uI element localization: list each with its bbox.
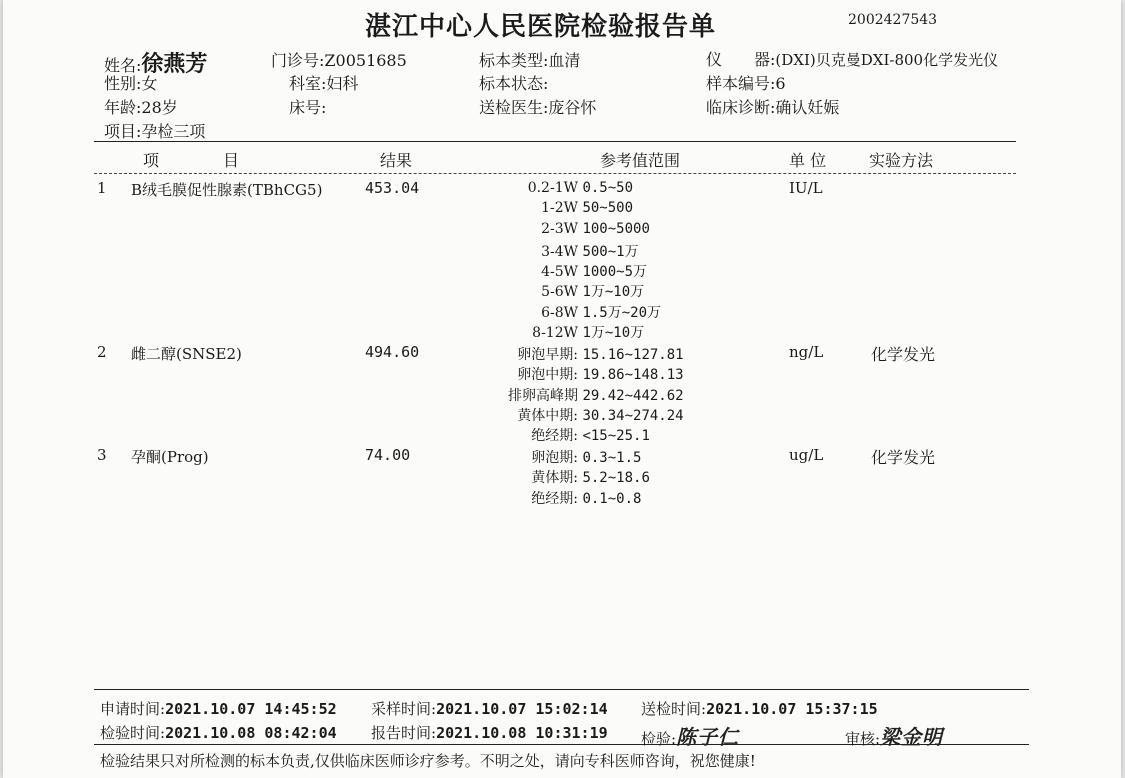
- reference-range-line: 1-2W 50~500: [541, 200, 634, 217]
- reference-range-line: 0.2-1W 0.5~50: [527, 180, 634, 196]
- test-time-field: [100, 722, 337, 743]
- header-result: 结果: [380, 151, 413, 170]
- sample-no: 6: [775, 74, 786, 93]
- apply-time-field: [100, 698, 337, 719]
- reference-range-line: 2-3W 100~5000: [541, 220, 650, 237]
- patient-name-label: 姓名:: [104, 56, 142, 75]
- doctor: 庞谷怀: [548, 98, 597, 117]
- reference-range-line: 绝经期: 0.1~0.8: [531, 490, 642, 507]
- patient-age: 28岁: [141, 98, 178, 117]
- outpatient-no-field: [271, 48, 407, 71]
- department-field: [289, 71, 358, 94]
- report-time-label: 报告时间:: [371, 724, 437, 742]
- row-number: 3: [97, 446, 107, 464]
- diagnosis: 确认妊娠: [775, 98, 840, 117]
- reference-range-line: 4-5W 1000~5万: [541, 264, 648, 281]
- bed-label: 床号:: [289, 98, 327, 117]
- sample-no-field: [706, 71, 786, 94]
- test-unit: ug/L: [789, 446, 824, 464]
- patient-gender-field: [104, 71, 157, 94]
- sample-no-label: 样本编号:: [706, 74, 776, 93]
- reviewer-signature: 梁金明: [880, 725, 944, 749]
- report-time: 2021.10.08 10:31:19: [436, 724, 608, 742]
- project-field: [104, 119, 205, 142]
- reference-range-line: 卵泡期: 0.3~1.5: [531, 450, 642, 466]
- patient-name: 徐燕芳: [141, 52, 208, 77]
- send-time-field: [641, 698, 878, 719]
- reference-range-line: 黄体期: 5.2~18.6: [531, 470, 650, 487]
- apply-time-label: 申请时间:: [100, 700, 166, 718]
- reference-range-line: 排卵高峰期 29.42~442.62: [508, 387, 684, 404]
- reference-range-line: 绝经期: <15~25.1: [531, 428, 650, 445]
- bed-field: [289, 95, 326, 118]
- reference-range-line: 黄体中期: 30.34~274.24: [517, 407, 684, 424]
- sample-status-field: [479, 71, 548, 94]
- footer-top-rule: [94, 689, 1029, 690]
- apply-time: 2021.10.07 14:45:52: [165, 700, 337, 718]
- reference-range-line: 卵泡早期: 15.16~127.81: [517, 347, 684, 363]
- department: 妇科: [326, 74, 359, 93]
- reference-range-line: 8-12W 1万~10万: [532, 325, 645, 342]
- tester-signature: 陈子仁: [676, 725, 740, 749]
- doctor-field: [479, 95, 596, 118]
- header-unit: 单 位: [789, 151, 827, 170]
- send-time: 2021.10.07 15:37:15: [706, 700, 878, 718]
- footer-bottom-rule: [94, 744, 1029, 745]
- header-dashed-rule: [94, 173, 1016, 174]
- header-reference: 参考值范围: [600, 151, 681, 170]
- row-number: 1: [97, 179, 107, 197]
- tester-field: [641, 721, 739, 750]
- reference-range-line: 卵泡中期: 19.86~148.13: [517, 367, 684, 384]
- reviewer-label: 审核:: [845, 730, 881, 748]
- patient-age-field: [104, 95, 178, 118]
- doctor-label: 送检医生:: [479, 98, 549, 117]
- instrument-field: [706, 47, 998, 70]
- outpatient-no-label: 门诊号:: [271, 51, 325, 70]
- reference-range-line: 5-6W 1万~10万: [541, 284, 645, 301]
- department-label: 科室:: [289, 74, 327, 93]
- collect-time: 2021.10.07 15:02:14: [436, 700, 608, 718]
- sample-type: 血清: [548, 51, 581, 70]
- project-value: 孕检三项: [141, 122, 206, 141]
- test-time-label: 检验时间:: [100, 724, 166, 742]
- test-time: 2021.10.08 08:42:04: [165, 724, 337, 742]
- project-label: 项目:: [104, 122, 142, 141]
- test-method: 化学发光: [871, 345, 936, 364]
- outpatient-no: Z0051685: [324, 51, 407, 70]
- report-barcode-number: 2002427543: [848, 12, 938, 28]
- patient-gender-label: 性别:: [104, 74, 142, 93]
- diagnosis-label: 临床诊断:: [706, 98, 776, 117]
- sample-status-label: 标本状态:: [479, 74, 549, 93]
- test-result: 494.60: [365, 343, 420, 361]
- tester-label: 检验:: [641, 730, 677, 748]
- test-item-name: B绒毛膜促性腺素(TBhCG5): [131, 181, 323, 199]
- reference-range-list: [473, 344, 684, 445]
- table-top-rule: [94, 141, 1016, 142]
- reference-range-line: 6-8W 1.5万~20万: [541, 304, 662, 321]
- test-result: 74.00: [365, 446, 411, 464]
- test-unit: IU/L: [789, 179, 823, 197]
- header-item: 项 目: [143, 151, 240, 170]
- instrument: (DXI)贝克曼DXI-800化学发光仪: [775, 51, 999, 69]
- collect-time-field: [371, 698, 608, 719]
- test-result: 453.04: [365, 179, 420, 197]
- lab-report-sheet: [3, 0, 1121, 778]
- reference-range-list: [473, 447, 650, 508]
- test-item-name: 雌二醇(SNSE2): [131, 345, 242, 363]
- collect-time-label: 采样时间:: [371, 700, 437, 718]
- instrument-label: 仪 器:: [706, 50, 776, 69]
- sample-type-label: 标本类型:: [479, 51, 549, 70]
- report-time-field: [371, 722, 608, 743]
- sample-type-field: [479, 48, 580, 71]
- reference-range-line: 3-4W 500~1万: [541, 243, 639, 260]
- report-title: 湛江中心人民医院检验报告单: [365, 12, 717, 42]
- test-item-name: 孕酮(Prog): [131, 448, 209, 466]
- patient-gender: 女: [141, 74, 158, 93]
- test-method: 化学发光: [871, 448, 936, 467]
- reference-range-list: [473, 180, 661, 342]
- send-time-label: 送检时间:: [641, 700, 707, 718]
- reviewer-field: [845, 721, 943, 750]
- disclaimer: 检验结果只对所检测的标本负责,仅供临床医师诊疗参考。不明之处，请向专科医师咨询，祝您健康!: [100, 752, 756, 770]
- test-unit: ng/L: [789, 343, 824, 361]
- row-number: 2: [97, 343, 107, 361]
- patient-age-label: 年龄:: [104, 98, 142, 117]
- diagnosis-field: [706, 95, 839, 118]
- header-method: 实验方法: [869, 151, 934, 170]
